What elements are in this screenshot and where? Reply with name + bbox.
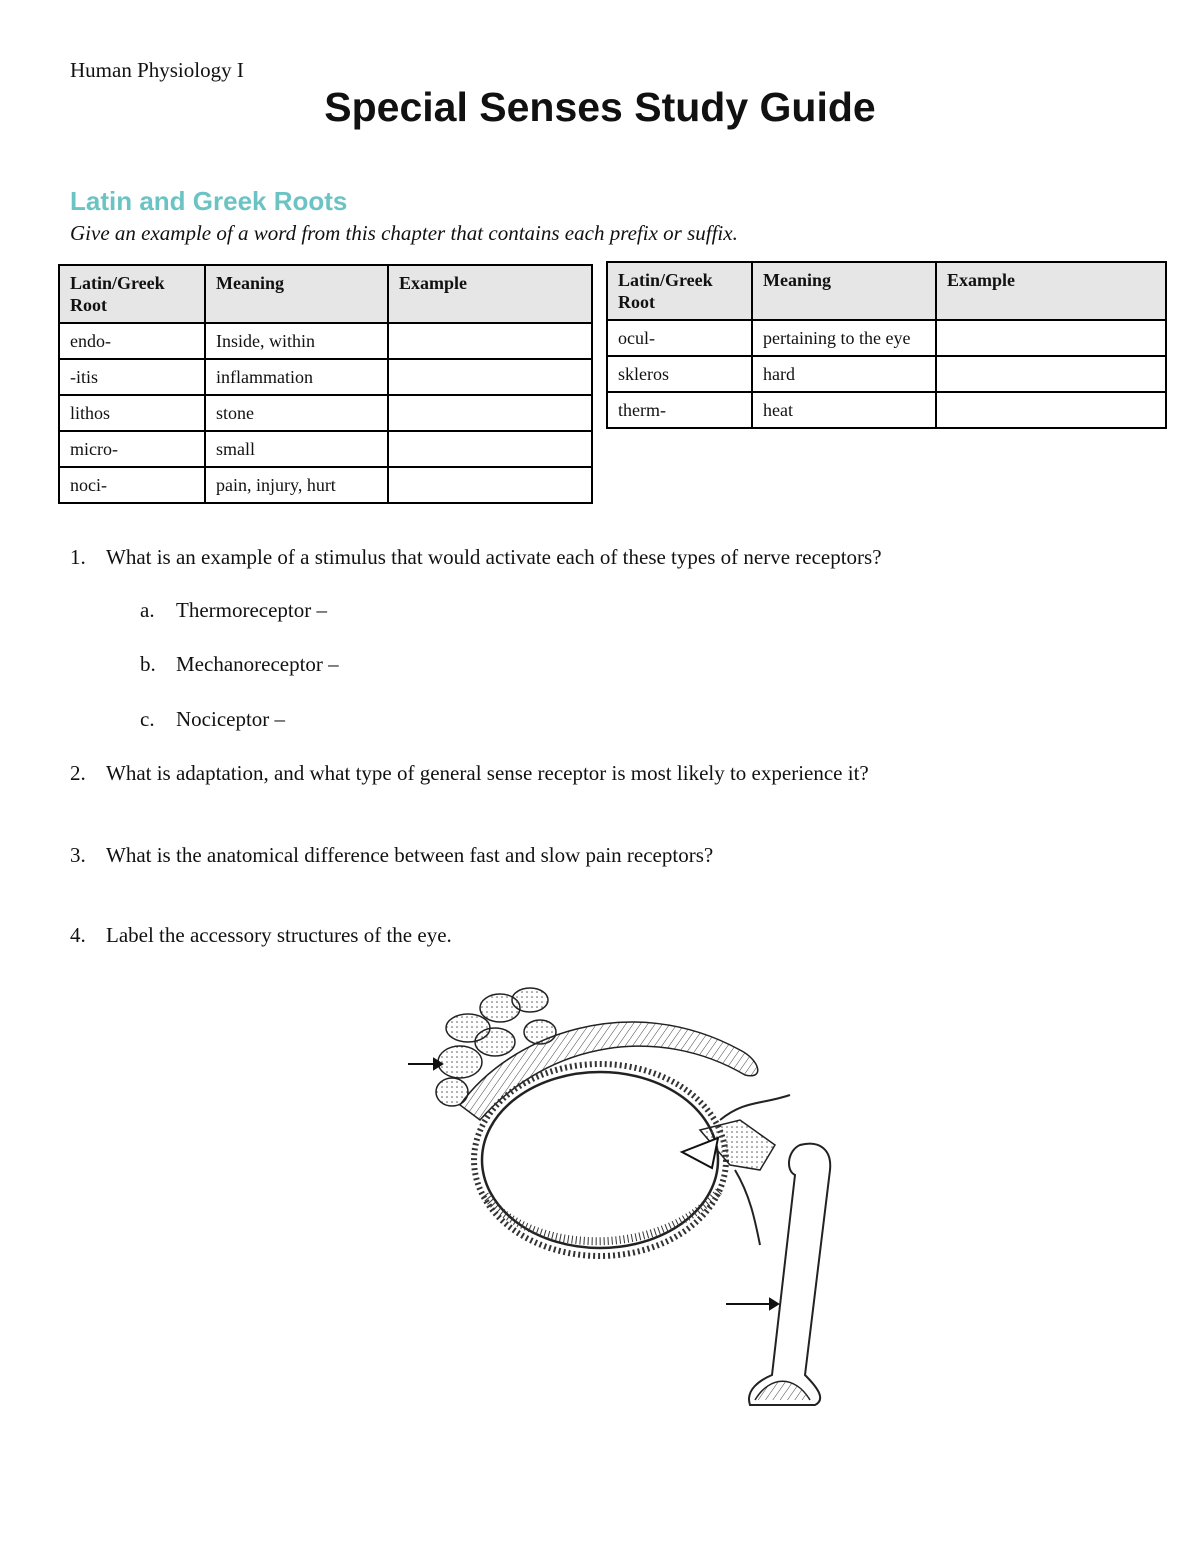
question-number: 1.: [70, 545, 86, 569]
lacrimal-canaliculi: [720, 1095, 790, 1245]
cell-meaning: hard: [752, 356, 936, 392]
header-root: Latin/Greek Root: [59, 265, 205, 323]
cell-example[interactable]: [388, 359, 592, 395]
course-name: Human Physiology I: [70, 58, 244, 82]
cell-root: therm-: [607, 392, 752, 428]
cell-root: -itis: [59, 359, 205, 395]
question-text: What is adaptation, and what type of general sense receptor is most likely to experience it?: [106, 761, 869, 785]
cell-example[interactable]: [388, 431, 592, 467]
cell-meaning: pain, injury, hurt: [205, 467, 388, 503]
roots-table-right: [606, 261, 1167, 429]
eyeball: [482, 1072, 718, 1248]
nasolacrimal-duct: [749, 1144, 830, 1405]
subitem-letter: a.: [140, 598, 155, 622]
table-header-row: [607, 262, 1166, 320]
table-row: [59, 323, 592, 359]
eye-illustration: [400, 980, 850, 1420]
header-meaning: Meaning: [205, 265, 388, 323]
subitem-text: Thermoreceptor –: [176, 598, 328, 622]
question-number: 3.: [70, 843, 86, 867]
table-row: [607, 320, 1166, 356]
question-number: 4.: [70, 923, 86, 947]
subitem-letter: c.: [140, 707, 155, 731]
label-arrow: [726, 1299, 778, 1309]
cell-meaning: Inside, within: [205, 323, 388, 359]
cell-meaning: small: [205, 431, 388, 467]
table-row: [59, 467, 592, 503]
cell-meaning: heat: [752, 392, 936, 428]
cell-example[interactable]: [936, 392, 1166, 428]
question-number: 2.: [70, 761, 86, 785]
header-meaning: Meaning: [752, 262, 936, 320]
subitem-text: Mechanoreceptor –: [176, 652, 339, 676]
question-text: What is the anatomical difference between fast and slow pain receptors?: [106, 843, 714, 867]
eye-accessory-structures-figure: [400, 980, 850, 1420]
cell-root: endo-: [59, 323, 205, 359]
table-row: [59, 431, 592, 467]
table-row: [607, 392, 1166, 428]
question-text: What is an example of a stimulus that would activate each of these types of nerve receptors?: [106, 545, 882, 569]
header-root: Latin/Greek Root: [607, 262, 752, 320]
subitem-text: Nociceptor –: [176, 707, 286, 731]
cell-root: skleros: [607, 356, 752, 392]
table-row: [59, 359, 592, 395]
cell-example[interactable]: [388, 395, 592, 431]
table-row: [607, 356, 1166, 392]
cell-meaning: pertaining to the eye: [752, 320, 936, 356]
question-text: Label the accessory structures of the eye.: [106, 923, 452, 947]
cell-meaning: inflammation: [205, 359, 388, 395]
cell-example[interactable]: [936, 356, 1166, 392]
cell-root: lithos: [59, 395, 205, 431]
cell-root: noci-: [59, 467, 205, 503]
page-title: Special Senses Study Guide: [324, 84, 876, 130]
header-example: Example: [388, 265, 592, 323]
table-row: [59, 395, 592, 431]
section-heading: Latin and Greek Roots: [70, 186, 348, 216]
roots-table-left: [58, 264, 593, 504]
cell-example[interactable]: [388, 467, 592, 503]
subitem-letter: b.: [140, 652, 156, 676]
cell-example[interactable]: [388, 323, 592, 359]
cell-example[interactable]: [936, 320, 1166, 356]
label-arrow: [408, 1059, 442, 1069]
instructions: Give an example of a word from this chapter that contains each prefix or suffix.: [70, 221, 738, 245]
header-example: Example: [936, 262, 1166, 320]
table-header-row: [59, 265, 592, 323]
cell-root: ocul-: [607, 320, 752, 356]
cell-meaning: stone: [205, 395, 388, 431]
cell-root: micro-: [59, 431, 205, 467]
